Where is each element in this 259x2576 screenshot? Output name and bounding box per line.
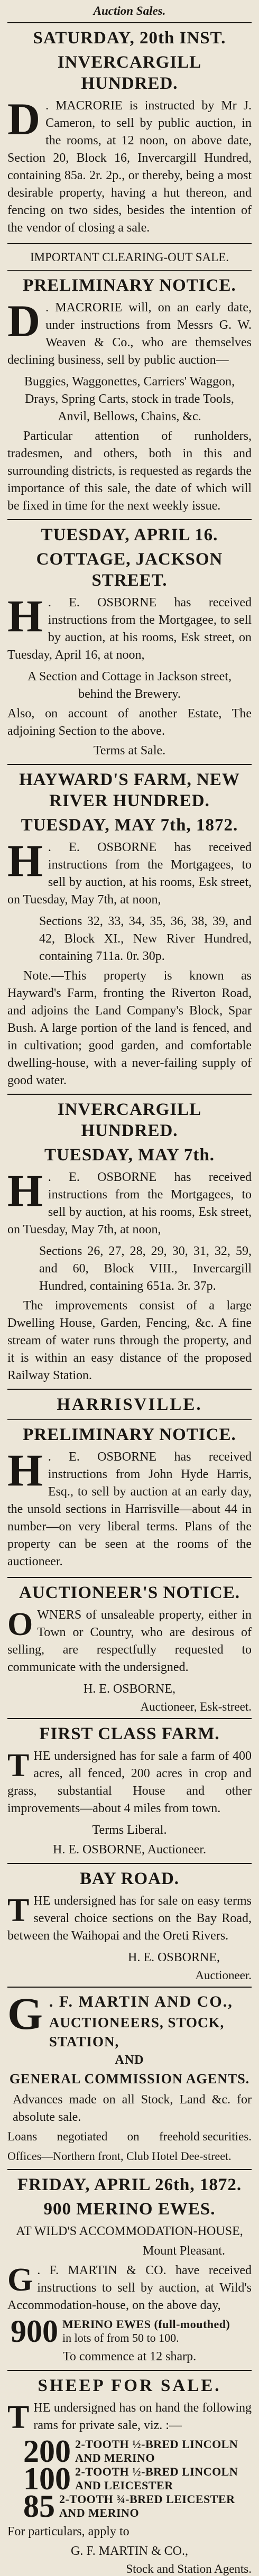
ad-clearing-out-sale — [7, 248, 252, 515]
divider — [7, 2370, 252, 2371]
ad-sections: Sections 26, 27, 28, 29, 30, 31, 32, 59, and 60, Block VIII., Invercargill Hundred, containing 651a. 3r. 37p. — [39, 1244, 252, 1293]
ad-title: INVERCARGILL HUNDRED. — [57, 1100, 202, 1140]
divider — [7, 1389, 252, 1390]
loans-on: on — [127, 2130, 140, 2143]
ad-date: TUESDAY, APRIL 16. — [41, 525, 218, 544]
divider — [7, 243, 252, 244]
loans-negotiated: negotiated — [57, 2130, 108, 2143]
ad-date: FRIDAY, APRIL 26th, 1872. — [17, 2175, 242, 2194]
ram-breed: 2-TOOTH ½-BRED LINCOLN — [75, 2437, 238, 2451]
ad-body: . MACRORIE will, on an early date, under instructions from Messrs G. W. Weaven & Co., who are themselves declining business, sell by public auction— — [7, 301, 252, 367]
firm-name: . F. MARTIN AND CO., — [49, 1993, 233, 2010]
drop-cap: H — [7, 1445, 43, 1495]
ad-terms: Terms Liberal. — [92, 1823, 167, 1837]
drop-cap: D — [7, 94, 41, 144]
ad-title: PRELIMINARY NOTICE. — [23, 276, 236, 295]
ad-body: . E. OSBORNE has received instructions from the Mortgagee, to sell by auction, at his rooms, Esk street, on Tuesday, April 16, at noon, — [7, 596, 252, 662]
ad-item: A Section and Cottage in Jackson street, behind the Brewery. — [27, 670, 232, 701]
ad-date: TUESDAY, MAY 7th, 1872. — [21, 816, 238, 835]
ad-cottage-jackson-street — [7, 524, 252, 760]
ram-count: 200 — [23, 2434, 71, 2469]
drop-cap: T — [7, 2399, 30, 2435]
ram-breed: 2-TOOTH ½-BRED LINCOLN — [75, 2465, 238, 2478]
ad-haywards-farm — [7, 769, 252, 1090]
ad-body: . F. MARTIN & CO. have received instructions to sell by auction, at Wild's Accommodation-house, on the above day, — [7, 2264, 252, 2312]
ad-title: HAYWARD'S FARM, NEW RIVER HUNDRED. — [19, 770, 240, 810]
ram-breed-cont: AND MERINO — [75, 2451, 155, 2464]
drop-cap: G — [7, 1988, 44, 2039]
ad-date: SATURDAY, 20th INST. — [33, 29, 226, 48]
ad-note: The improvements consist of a large Dwelling House, Garden, Fencing, &c. A fine stream of water runs through the property, and it is within an easy distance of the proposed Railway Station. — [7, 1299, 252, 1382]
drop-cap: T — [7, 1748, 30, 1784]
divider — [7, 270, 252, 271]
ad-terms: Terms at Sale. — [93, 744, 166, 758]
ram-count: 100 — [23, 2461, 71, 2496]
ad-body: . E. OSBORNE has received instructions from the Mortgagees, to sell by auction, at his rooms, Esk street, on Tuesday, May 7th, at noon, — [7, 841, 252, 907]
ad-body: . E. OSBORNE has received instructions from John Hyde Harris, Esq., to sell by auction at an early day, the unsold sections in Harrisville—about 44 in number—on very liberal terms. Plans of the property can be seen at the rooms of the auctioneer. — [7, 1450, 252, 1568]
divider — [7, 764, 252, 765]
drop-cap: G — [7, 2262, 33, 2298]
drop-cap: D — [7, 296, 41, 346]
ad-bay-road — [7, 1868, 252, 1982]
ad-offices: Offices—Northern front, Club Hotel Dee-street. — [7, 2149, 232, 2163]
ad-invercargill-hundred-osborne — [7, 1099, 252, 1384]
ram-lot — [23, 2489, 252, 2524]
firm-line-3: AND — [115, 2053, 144, 2067]
drop-cap: H — [7, 835, 43, 886]
ad-sheep-for-sale — [7, 2375, 252, 2576]
ad-commence: To commence at 12 sharp. — [62, 2350, 197, 2363]
ad-title: BAY ROAD. — [79, 1869, 180, 1888]
firm-line-4: GENERAL COMMISSION AGENTS. — [9, 2071, 250, 2086]
ad-sections: Sections 32, 33, 34, 35, 36, 38, 39, and 42, Block XI., New River Hundred, containing 711a. 0r. 30p. — [39, 915, 252, 963]
ad-title: INVERCARGILL HUNDRED. — [57, 53, 202, 93]
ad-subtitle: PRELIMINARY NOTICE. — [23, 1425, 236, 1444]
ad-body: WNERS of unsaleable property, either in Town or Country, who are desirous of selling, are respectfully requested to communicate with the undersigned. — [7, 1608, 252, 1674]
divider — [7, 22, 252, 23]
ad-body: HE undersigned has on hand the following rams for private sale, viz. :— — [33, 2401, 252, 2432]
ad-signer: G. F. MARTIN & CO., — [71, 2544, 188, 2558]
drop-cap: T — [7, 1892, 30, 1928]
ad-items: Buggies, Waggonettes, Carriers' Waggon, Drays, Spring Carts, stock in trade Tools, Anvil, Bellows, Chains, &c. — [24, 375, 235, 423]
ad-note: Note.—This property is known as Hayward's Farm, fronting the Riverton Road, and adjoins the Land Company's Block, Spar Bush. A large portion of the land is fenced, and in cultivation; good garden, and comfortable dwelling-house, with a never-failing supply of good water. — [7, 969, 252, 1087]
ad-body: . MACRORIE is instructed by Mr J. Cameron, to sell by public auction, in the rooms, at 12 noon, on above date, Section 20, Block 16, Invercargill Hundred, containing 85a. 2r. 2p., or thereby, being a most desirable property, having a hut thereon, and fencing on two sides, besides the intention of the vendor of closing a sale. — [7, 99, 252, 235]
divider — [7, 1419, 252, 1420]
ad-title: HARRISVILLE. — [57, 1395, 202, 1414]
ad-title: COTTAGE, JACKSON STREET. — [36, 550, 223, 590]
drop-cap: H — [7, 1165, 43, 1216]
divider — [7, 1577, 252, 1578]
ram-count: 85 — [23, 2489, 55, 2524]
divider — [7, 519, 252, 520]
loans-securities: freehold securities. — [159, 2130, 252, 2143]
ram-lot — [23, 2434, 252, 2469]
ad-invercargill-hundred-macrorie — [7, 27, 252, 239]
ewes-lots: in lots of from 50 to 100. — [62, 2331, 179, 2344]
ad-body: HE undersigned has for sale a farm of 400 acres, all fenced, 200 acres in crop and grass, substantial House and other improvements—about 4 miles from town. — [7, 1749, 252, 1815]
ad-first-class-farm — [7, 1723, 252, 1859]
firm-line-2: AUCTIONEERS, STOCK, STATION, — [49, 2015, 225, 2049]
ram-breed-cont: AND LEICESTER — [75, 2479, 173, 2492]
ad-also: Also, on account of another Estate, The adjoining Section to the above. — [7, 707, 252, 738]
ewes-lot — [11, 2314, 252, 2349]
divider — [7, 1863, 252, 1864]
divider — [7, 1718, 252, 1719]
ram-breed-cont: AND MERINO — [59, 2506, 140, 2519]
ad-body: HE undersigned has for sale on easy terms several choice sections on the Bay Road, between the Waihopai and the Oreti Rivers. — [7, 1894, 252, 1943]
ram-breed: 2-TOOTH ¾-BRED LEICESTER — [59, 2492, 235, 2506]
ad-location: AT WILD'S ACCOMMODATION-HOUSE, — [16, 2224, 243, 2238]
ad-body: . E. OSBORNE has received instructions from the Mortgagees, to sell by auction, at his rooms, Esk street, on Tuesday, May 7th, at noon, — [7, 1170, 252, 1236]
ad-heading: IMPORTANT CLEARING-OUT SALE. — [30, 251, 229, 264]
ad-role: Auctioneer. — [195, 1969, 252, 1982]
ad-title: SHEEP FOR SALE. — [38, 2376, 221, 2395]
divider — [7, 1094, 252, 1095]
ad-signer: H. E. OSBORNE, — [127, 1951, 220, 1964]
ad-title: 900 MERINO EWES. — [43, 2200, 216, 2219]
ad-advances: Advances made on all Stock, Land &c. for absolute sale. — [13, 2093, 252, 2124]
ad-role: Stock and Station Agents. — [126, 2562, 252, 2575]
drop-cap: H — [7, 590, 43, 641]
drop-cap: O — [7, 1606, 33, 1642]
divider — [7, 2169, 252, 2170]
ad-role: Auctioneer, Esk-street. — [140, 1700, 252, 1713]
ad-signer: H. E. OSBORNE, Auctioneer. — [53, 1843, 206, 1857]
ad-apply: For particulars, apply to — [7, 2525, 130, 2538]
ad-note: Particular attention of runholders, tradesmen, and others, both in this and surrounding districts, is requested as regards the importance of this sale, the date of which will be fixed in time for the next weekly issue. — [7, 429, 252, 513]
ewes-desc: MERINO EWES (full-mouthed) — [62, 2318, 230, 2331]
ad-harrisville — [7, 1394, 252, 1573]
ad-title: AUCTIONEER'S NOTICE. — [19, 1583, 240, 1602]
loans-word: Loans — [7, 2130, 38, 2143]
ad-merino-ewes — [7, 2174, 252, 2366]
ram-lot — [23, 2461, 252, 2496]
ad-date: TUESDAY, MAY 7th. — [44, 1146, 215, 1165]
divider — [7, 1987, 252, 1988]
masthead: Auction Sales. — [93, 4, 166, 17]
ad-signer: H. E. OSBORNE, — [83, 1682, 175, 1696]
ad-place: Mount Pleasant. — [143, 2244, 225, 2258]
ad-loans — [7, 2128, 252, 2145]
ewes-count: 900 — [11, 2314, 58, 2349]
ad-title: FIRST CLASS FARM. — [39, 1724, 220, 1743]
ad-auctioneers-notice — [7, 1582, 252, 1714]
